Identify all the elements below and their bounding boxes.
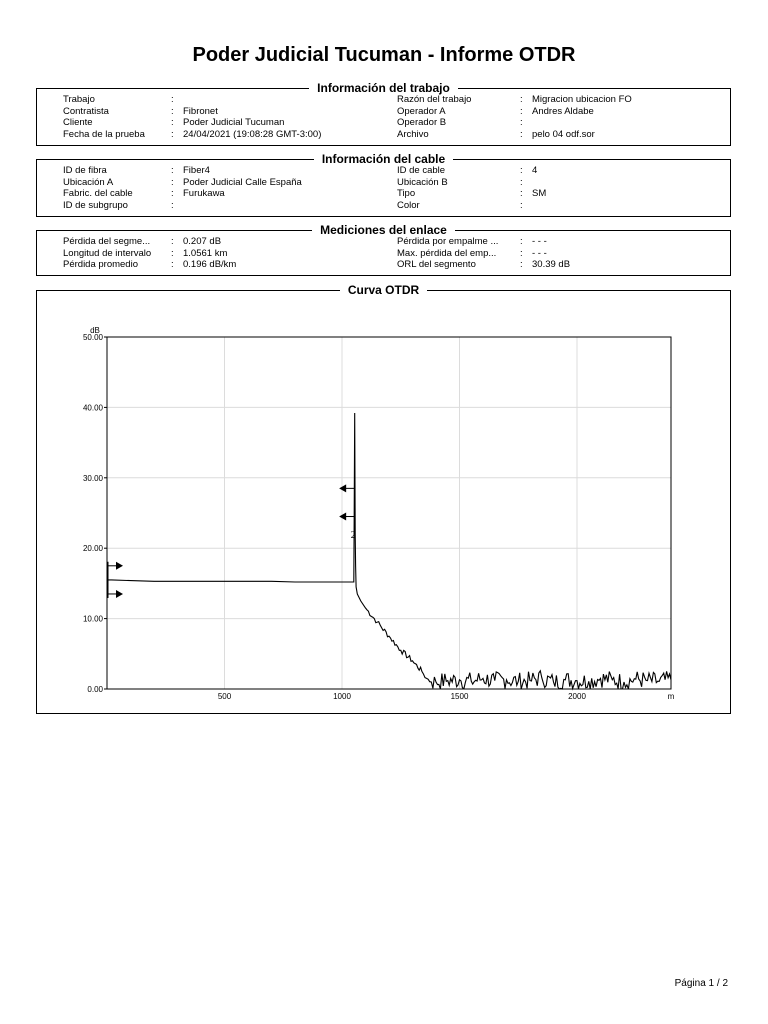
cable-info-label: Tipo [397,188,416,199]
x-axis-unit-label: m [667,692,675,701]
y-tick-label: 20.00 [82,544,103,554]
link-measurement-value: 0.207 dB [183,236,222,247]
job-info-panel [36,81,731,146]
link-measurement-label: ORL del segmento [397,259,476,270]
job-info-label: Contratista [63,105,109,117]
link-measurement-colon: : [171,259,174,270]
job-info-colon: : [520,128,523,140]
job-info-label: Cliente [63,117,93,128]
job-info-value: Fibronet [183,105,218,117]
job-info-colon: : [171,94,174,105]
cable-info-label: Ubicación B [397,176,448,188]
job-info-colon: : [520,105,523,117]
y-tick-label: 10.00 [82,614,103,624]
cable-info-colon: : [171,199,174,211]
link-measurement-value: - - - [532,247,547,259]
y-tick-label: 30.00 [82,473,103,483]
link-measurement-label: Pérdida del segme... [63,236,151,247]
job-info-value: Poder Judicial Tucuman [183,117,285,128]
link-measurements-panel [36,223,731,276]
event-marker-arrowhead [116,562,123,570]
report-title: Poder Judicial Tucuman - Informe OTDR [192,44,576,66]
link-measurement-label: Pérdida por empalme ... [397,236,499,247]
cable-info-colon: : [171,176,174,188]
job-info-colon: : [171,128,174,140]
job-info-value: Migracion ubicacion FO [532,94,632,105]
job-info-label: Fecha de la prueba [63,128,145,140]
job-info-value: Andres Aldabe [532,105,594,117]
event-marker-arrowhead [339,513,346,521]
cable-info-label: Fabric. del cable [63,188,133,199]
cable-info-label: ID de fibra [63,165,107,176]
job-info-label: Operador A [397,105,446,117]
job-info-value: pelo 04 odf.sor [532,128,595,140]
cable-info-colon: : [520,176,523,188]
otdr-chart [37,291,730,713]
cable-info-colon: : [520,188,523,199]
event-number-label: 2 [350,530,356,542]
link-measurement-label: Pérdida promedio [63,259,138,270]
cable-info-colon: : [171,188,174,199]
x-tick-label: 1500 [450,692,469,701]
job-info-colon: : [171,117,174,128]
link-measurement-colon: : [520,247,523,259]
cable-info-label: Ubicación A [63,176,114,188]
otdr-curve-heading: Curva OTDR [340,283,427,297]
link-measurement-label: Max. pérdida del emp... [397,247,497,259]
cable-info-label: Color [397,199,420,211]
job-info-colon: : [520,94,523,105]
job-info-label: Razón del trabajo [397,94,472,105]
cable-info-panel [36,152,731,217]
link-measurement-colon: : [171,247,174,259]
job-info-colon: : [171,105,174,117]
cable-info-value: SM [532,188,547,199]
link-measurement-colon: : [520,236,523,247]
cable-info-value: Fiber4 [183,165,210,176]
link-measurement-value: 1.0561 km [183,247,228,259]
job-info-heading: Información del trabajo [309,81,458,95]
y-tick-label: 40.00 [82,403,103,413]
link-measurement-value: - - - [532,236,547,247]
link-measurement-value: 0.196 dB/km [183,259,237,270]
otdr-curve-panel [36,283,731,714]
job-info-colon: : [520,117,523,128]
cable-info-label: ID de cable [397,165,446,176]
job-info-label: Operador B [397,117,447,128]
link-measurement-colon: : [171,236,174,247]
cable-info-value: Furukawa [183,188,225,199]
y-axis-unit-label: dB [90,326,100,335]
x-tick-label: 2000 [568,692,586,701]
y-tick-label: 0.00 [87,685,103,694]
link-measurement-label: Longitud de intervalo [63,247,152,259]
cable-info-colon: : [520,199,523,211]
x-tick-label: 1000 [333,692,351,701]
otdr-trace-line [107,413,671,689]
x-tick-label: 500 [217,692,232,701]
link-measurements-heading: Mediciones del enlace [312,223,455,237]
job-info-label: Trabajo [63,94,95,105]
cable-info-colon: : [520,165,523,176]
event-marker-arrowhead [116,590,123,598]
link-measurement-value: 30.39 dB [532,259,571,270]
y-tick-label: 50.00 [82,333,103,342]
job-info-label: Archivo [397,128,429,140]
page-number: Página 1 / 2 [674,978,728,989]
cable-info-heading: Información del cable [314,152,453,166]
cable-info-value: Poder Judicial Calle España [183,176,302,188]
cable-info-colon: : [171,165,174,176]
cable-info-value: 4 [532,165,538,176]
link-measurement-colon: : [520,259,523,270]
cable-info-label: ID de subgrupo [63,199,128,211]
job-info-value: 24/04/2021 (19:08:28 GMT-3:00) [183,128,322,140]
event-marker-arrowhead [339,484,346,492]
